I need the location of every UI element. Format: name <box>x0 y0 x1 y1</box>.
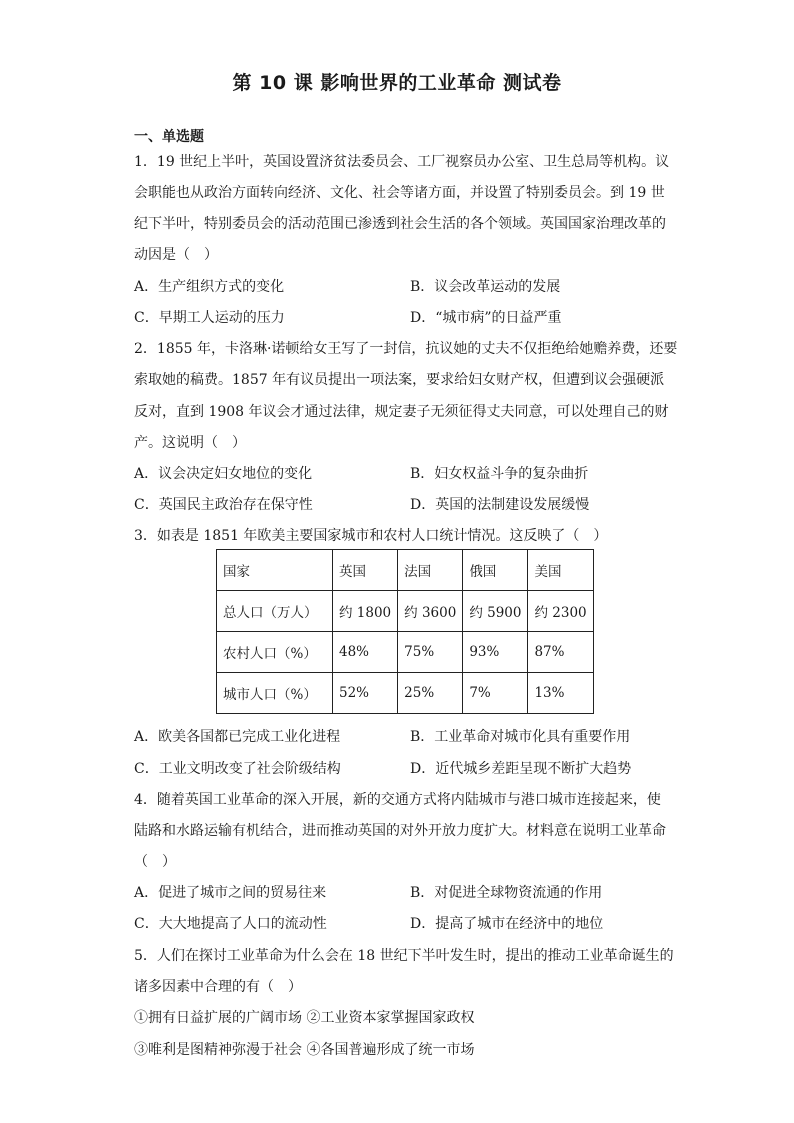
table-cell: 约 1800 <box>333 591 398 632</box>
table-cell: 75% <box>398 632 463 673</box>
table-cell: 52% <box>333 673 398 714</box>
q4-stem-line-2: 陆路和水路运输有机结合，进而推动英国的对外开放力度扩大。材料意在说明工业革命 <box>134 823 666 839</box>
q2-option-a: A．议会决定妇女地位的变化 <box>134 466 313 482</box>
q2-stem-line-4: 产。这说明（ ） <box>134 435 246 451</box>
table-cell: 法国 <box>398 550 463 591</box>
table-cell: 美国 <box>528 550 593 591</box>
table-cell: 约 5900 <box>463 591 528 632</box>
q2-stem-line-3: 反对，直到 1908 年议会才通过法律，规定妻子无须征得丈夫同意，可以处理自己的财 <box>134 404 669 420</box>
table-cell: 约 2300 <box>528 591 593 632</box>
table-cell: 农村人口（%） <box>217 632 333 673</box>
q3-option-c: C．工业文明改变了社会阶级结构 <box>134 761 341 777</box>
q4-option-c: C．大大地提高了人口的流动性 <box>134 916 327 932</box>
table-row <box>217 673 594 714</box>
q3-option-d: D．近代城乡差距呈现不断扩大趋势 <box>410 761 632 777</box>
q3-option-b: B．工业革命对城市化具有重要作用 <box>410 729 631 745</box>
table-row <box>217 632 594 673</box>
q5-stem-line-1: 5．人们在探讨工业革命为什么会在 18 世纪下半叶发生时，提出的推动工业革命诞生的 <box>134 948 674 964</box>
section-heading: 一、单选题 <box>134 129 204 145</box>
q2-stem-line-1: 2．1855 年，卡洛琳·诺顿给女王写了一封信，抗议她的丈夫不仅拒绝给她赡养费，还要 <box>134 341 678 357</box>
q1-stem-line-2: 会职能也从政治方面转向经济、文化、社会等诸方面，并设置了特别委员会。到 19 世 <box>134 185 665 201</box>
q2-option-c: C．英国民主政治存在保守性 <box>134 497 313 513</box>
table-cell: 93% <box>463 632 528 673</box>
table-row <box>217 550 594 591</box>
table-cell: 国家 <box>217 550 333 591</box>
q2-option-d: D．英国的法制建设发展缓慢 <box>410 497 590 513</box>
q1-stem-line-3: 纪下半叶，特别委员会的活动范围已渗透到社会生活的各个领域。英国国家治理改革的 <box>134 216 666 232</box>
q1-stem-line-4: 动因是（ ） <box>134 247 218 263</box>
q5-stem-line-2: 诸多因素中合理的有（ ） <box>134 979 302 995</box>
q3-stem: 3．如表是 1851 年欧美主要国家城市和农村人口统计情况。这反映了（ ） <box>134 528 608 544</box>
page-title: 第 10 课 影响世界的工业革命 测试卷 <box>232 72 562 94</box>
table-cell: 13% <box>528 673 593 714</box>
table-cell: 7% <box>463 673 528 714</box>
q1-option-d: D．“城市病”的日益严重 <box>410 310 562 326</box>
q1-option-b: B．议会改革运动的发展 <box>410 279 561 295</box>
q5-item-line-1: ①拥有日益扩展的广阔市场 ②工业资本家掌握国家政权 <box>134 1010 475 1026</box>
q4-option-b: B．对促进全球物资流通的作用 <box>410 885 603 901</box>
q4-stem-line-1: 4．随着英国工业革命的深入开展，新的交通方式将内陆城市与港口城市连接起来，使 <box>134 792 661 808</box>
table-cell: 约 3600 <box>398 591 463 632</box>
table-cell: 25% <box>398 673 463 714</box>
table-cell: 英国 <box>333 550 398 591</box>
table-cell: 俄国 <box>463 550 528 591</box>
q4-stem-line-3: （ ） <box>134 854 176 870</box>
q4-option-a: A．促进了城市之间的贸易往来 <box>134 885 327 901</box>
q1-option-a: A．生产组织方式的变化 <box>134 279 285 295</box>
q5-item-line-2: ③唯利是图精神弥漫于社会 ④各国普遍形成了统一市场 <box>134 1042 475 1058</box>
table-cell: 城市人口（%） <box>217 673 333 714</box>
table-row <box>217 591 594 632</box>
table-cell: 87% <box>528 632 593 673</box>
q2-stem-line-2: 索取她的稿费。1857 年有议员提出一项法案，要求给妇女财产权，但遭到议会强硬派 <box>134 372 665 388</box>
q3-option-a: A．欧美各国都已完成工业化进程 <box>134 729 341 745</box>
table-cell: 48% <box>333 632 398 673</box>
q4-option-d: D．提高了城市在经济中的地位 <box>410 916 604 932</box>
q1-stem-line-1: 1．19 世纪上半叶，英国设置济贫法委员会、工厂视察员办公室、卫生总局等机构。议 <box>134 154 670 170</box>
population-table <box>216 549 594 714</box>
q1-option-c: C．早期工人运动的压力 <box>134 310 285 326</box>
table-cell: 总人口（万人） <box>217 591 333 632</box>
q2-option-b: B．妇女权益斗争的复杂曲折 <box>410 466 589 482</box>
